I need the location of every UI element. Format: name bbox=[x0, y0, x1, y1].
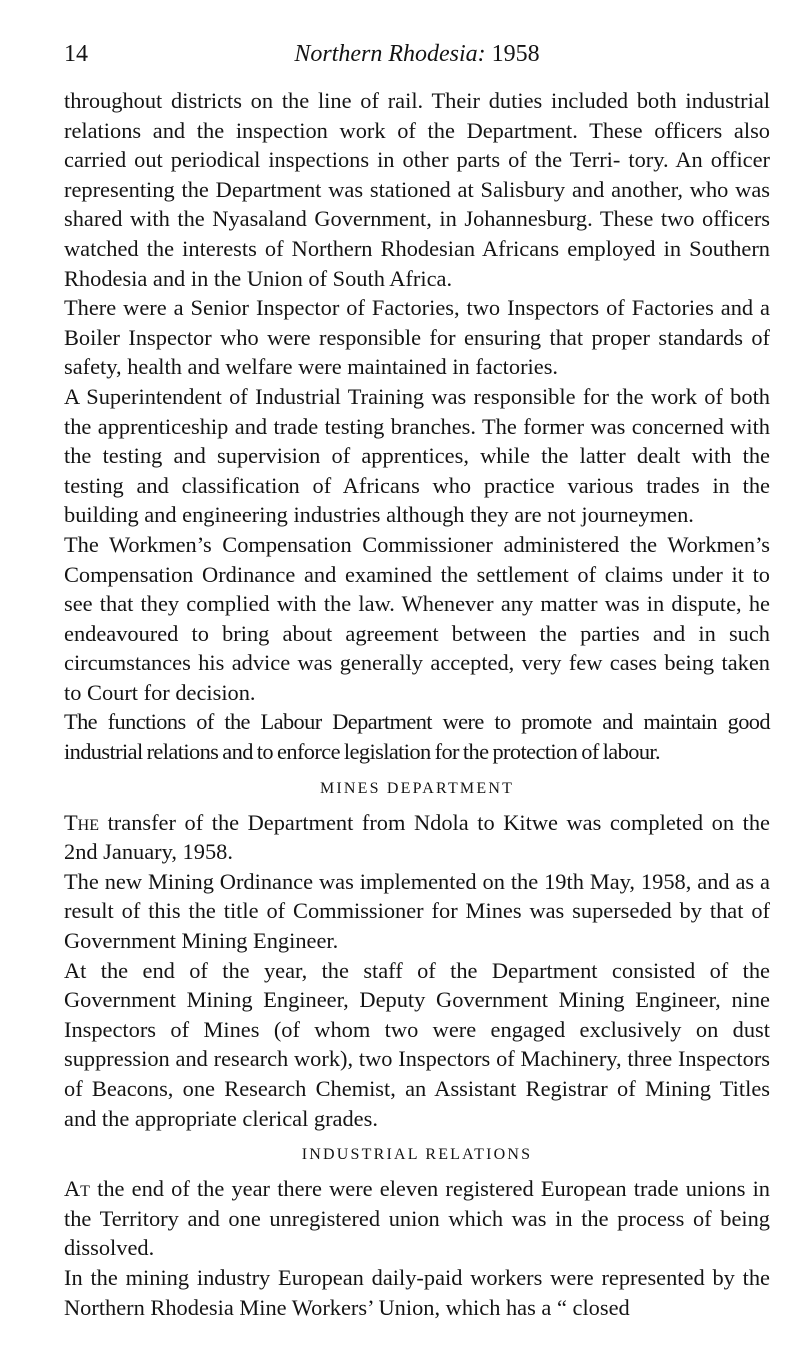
running-title-name: Northern Rhodesia: bbox=[294, 41, 486, 67]
section-heading-mines: MINES DEPARTMENT bbox=[319, 779, 515, 797]
section-heading-industrial-relations: INDUSTRIAL RELATIONS bbox=[301, 1146, 533, 1164]
running-title-year: 1958 bbox=[491, 41, 540, 67]
lead-word: At bbox=[64, 1176, 90, 1202]
paragraph bbox=[64, 1174, 770, 1263]
lead-word: The bbox=[64, 809, 100, 835]
paragraph: At the end of the year, the staff of the Department consisted of the Government Mining Engineer, Deputy Government Mining Engineer, nine Inspectors of Mines (of whom two were engaged exclusively on dust suppression and research work), two Inspectors of Machinery, three Inspectors of Beacons, one Research Chemist, an Assistant Registrar of Mining Titles and the appropriate clerical grades. bbox=[64, 957, 770, 1131]
paragraph: The Workmen’s Compensation Commissioner administered the Workmen’s Compensation Ordinance and examined the settlement of claims under it to see that they complied with the law. Whenever any matter was in dispute, he endeavoured to bring about agreement between the parties and in such circumstances his advice was generally accepted, very few cases being taken to Court for decision. bbox=[64, 531, 770, 705]
paragraph bbox=[64, 808, 770, 867]
running-title bbox=[64, 36, 770, 72]
page-number: 14 bbox=[64, 41, 88, 67]
paragraph-text: the end of the year there were eleven registered European trade unions in the Territory and one unregistered union which was in the process of being dissolved. bbox=[64, 1176, 770, 1261]
paragraph: The functions of the Labour Department were to promote and maintain good industrial relations and to enforce legislation for the protection of labour. bbox=[64, 709, 770, 765]
paragraph: There were a Senior Inspector of Factories, two Inspectors of Factories and a Boiler Inspector who were responsible for ensuring that proper standards of safety, health and welfare were maintained in factories. bbox=[64, 295, 770, 380]
paragraph: A Superintendent of Industrial Training was responsible for the work of both the apprenticeship and trade testing branches. The former was concerned with the testing and supervision of apprentices, while the latter dealt with the testing and classification of Africans who practice various trades in the building and engineering industries although they are not journeymen. bbox=[64, 383, 770, 528]
paragraph: throughout districts on the line of rail. Their duties included both industrial relations and the inspection work of the Department. These officers also carried out periodical inspections in other parts of the Terri- tory. An officer representing the Department was stationed at Salisbury and another, who was shared with the Nyasaland Government, in Johannesburg. These two officers watched the interests of Northern Rhodesian Africans employed in Southern Rhodesia and in the Union of South Africa. bbox=[64, 88, 770, 291]
running-header bbox=[64, 36, 770, 72]
paragraph-text: transfer of the Department from Ndola to Kitwe was completed on the 2nd January, 1958. bbox=[64, 809, 770, 865]
body-text bbox=[64, 86, 770, 1322]
document-page bbox=[64, 36, 770, 1322]
paragraph: In the mining industry European daily-paid workers were represented by the Northern Rhodesia Mine Workers’ Union, which has a “ closed bbox=[64, 1264, 770, 1320]
paragraph: The new Mining Ordinance was implemented on the 19th May, 1958, and as a result of this the title of Commissioner for Mines was superseded by that of Government Mining Engineer. bbox=[64, 868, 770, 954]
